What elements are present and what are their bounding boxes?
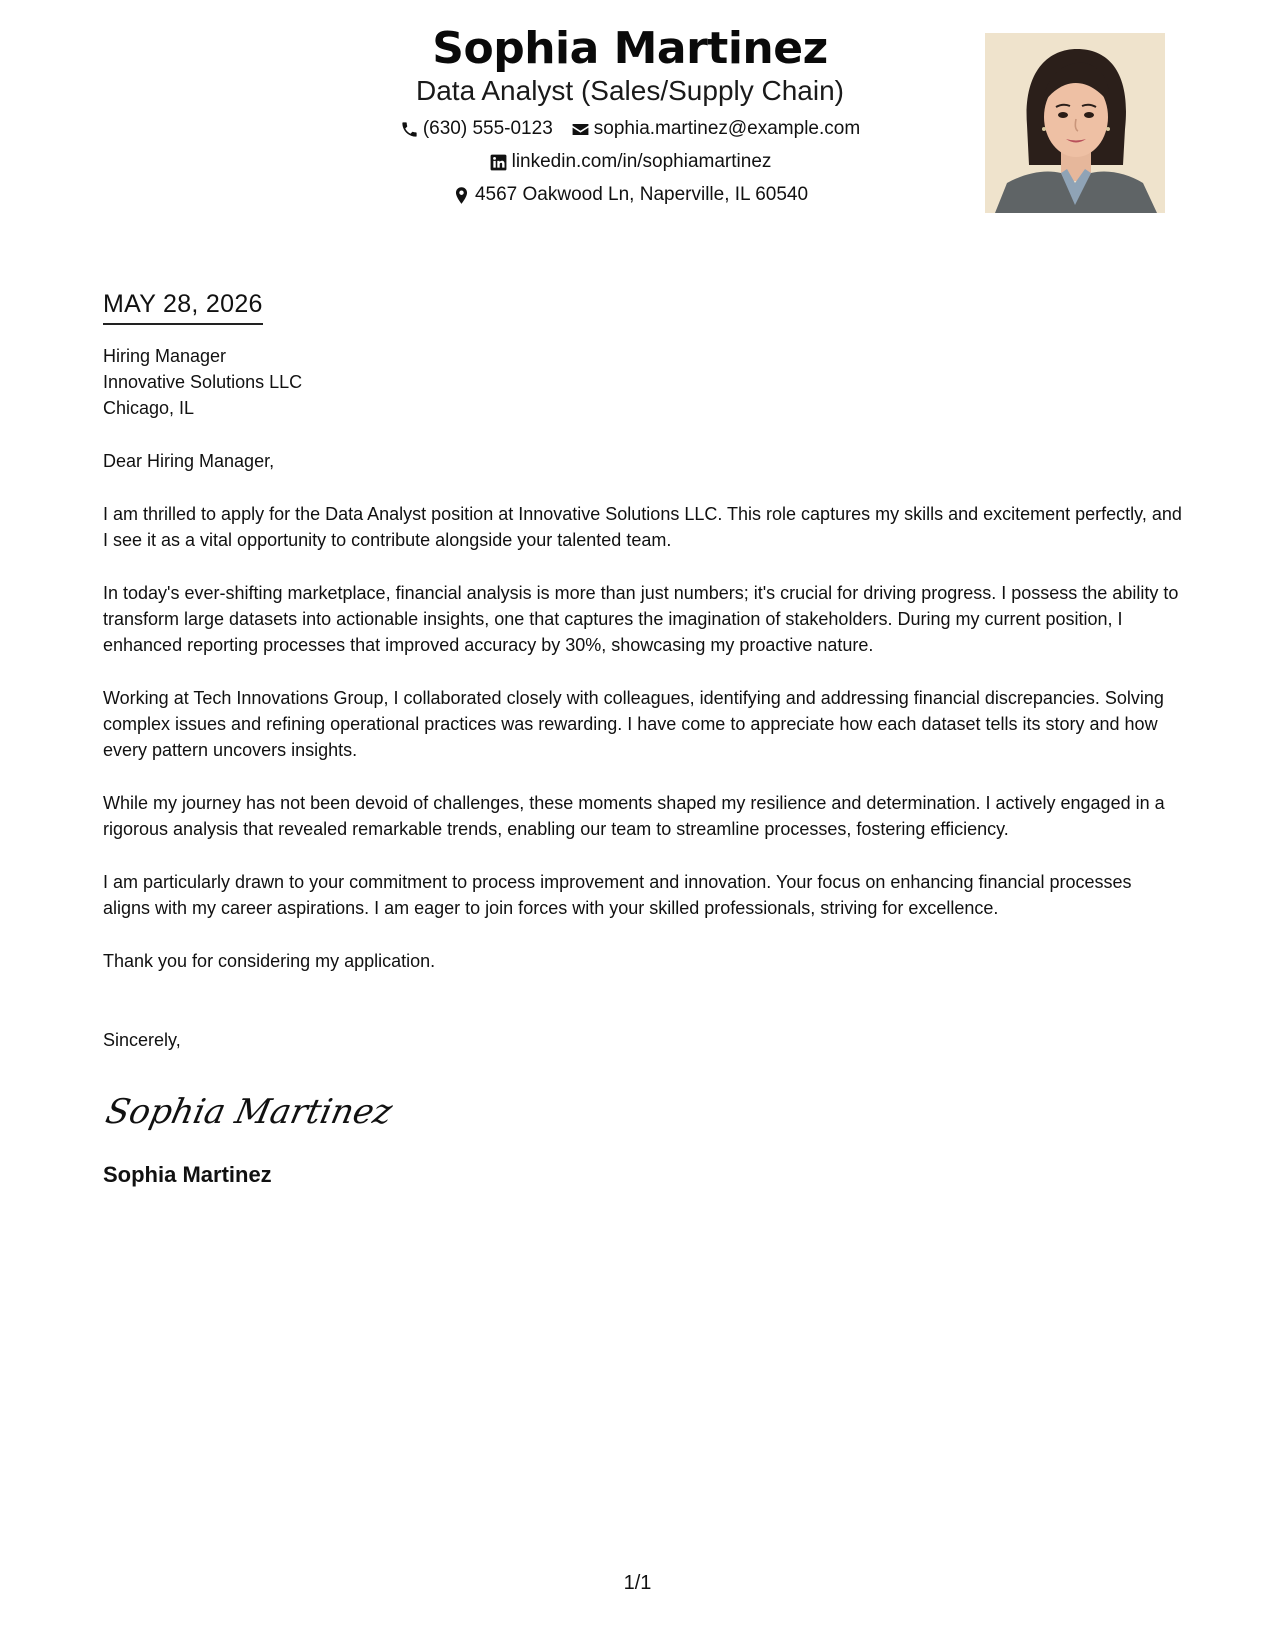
body-paragraph: Thank you for considering my application. bbox=[103, 951, 436, 971]
signer-name: Sophia Martinez bbox=[103, 1162, 272, 1187]
linkedin-url[interactable]: linkedin.com/in/sophiamartinez bbox=[511, 151, 772, 172]
recipient-company: Innovative Solutions LLC bbox=[103, 372, 303, 392]
contact-phone bbox=[400, 117, 553, 141]
map-pin-icon bbox=[452, 186, 471, 205]
body-paragraph: I am thrilled to apply for the Data Analyst position at Innovative Solutions LLC. This role captures my skills and excitement perfectly, and I see it as a vital opportunity to contribute alongside your talented team. bbox=[103, 504, 1182, 550]
letter-body bbox=[103, 288, 1183, 1189]
letter-header bbox=[300, 22, 960, 207]
phone-number: (630) 555-0123 bbox=[422, 118, 553, 139]
applicant-name: Sophia Martinez bbox=[432, 23, 828, 74]
contact-row-primary bbox=[300, 117, 960, 141]
letter-date: MAY 28, 2026 bbox=[103, 288, 263, 325]
street-address: 4567 Oakwood Ln, Naperville, IL 60540 bbox=[474, 184, 809, 205]
svg-text:Sophia Martinez: Sophia Martinez bbox=[102, 1092, 396, 1132]
linkedin-icon bbox=[489, 153, 508, 172]
recipient-block bbox=[103, 343, 1183, 421]
contact-email[interactable] bbox=[571, 117, 860, 141]
profile-photo bbox=[985, 33, 1165, 213]
body-paragraph: While my journey has not been devoid of challenges, these moments shaped my resilience and determination. I actively engaged in a rigorous analysis that revealed remarkable trends, enabling our team to streamline processes, fostering efficiency. bbox=[103, 793, 1165, 839]
handwritten-signature bbox=[103, 1081, 1183, 1141]
applicant-job-title: Data Analyst (Sales/Supply Chain) bbox=[416, 75, 844, 106]
envelope-icon bbox=[571, 120, 590, 139]
closing: Sincerely, bbox=[103, 1030, 181, 1050]
recipient-location: Chicago, IL bbox=[103, 398, 195, 418]
salutation: Dear Hiring Manager, bbox=[103, 451, 275, 471]
body-paragraph: Working at Tech Innovations Group, I collaborated closely with colleagues, identifying and addressing financial discrepancies. Solving complex issues and refining operational practices was rewarding. I have come to appreciate how each dataset tells its story and how every pattern uncovers insights. bbox=[103, 688, 1164, 760]
contact-address bbox=[452, 183, 808, 207]
phone-icon bbox=[400, 120, 419, 139]
email-address[interactable]: sophia.martinez@example.com bbox=[593, 118, 861, 139]
contact-row-address bbox=[300, 183, 960, 207]
page-number: 1/1 bbox=[623, 1572, 652, 1594]
recipient-title: Hiring Manager bbox=[103, 346, 227, 366]
body-paragraph: I am particularly drawn to your commitment to process improvement and innovation. Your focus on enhancing financial processes aligns with my career aspirations. I am eager to join forces with your skilled professionals, striving for excellence. bbox=[103, 872, 1132, 918]
body-paragraph: In today's ever-shifting marketplace, financial analysis is more than just numbers; it's crucial for driving progress. I possess the ability to transform large datasets into actionable insights, one that captures the imagination of stakeholders. During my current position, I enhanced reporting processes that improved accuracy by 30%, showcasing my proactive nature. bbox=[103, 583, 1179, 655]
contact-row-linkedin bbox=[300, 150, 960, 174]
contact-linkedin[interactable] bbox=[489, 150, 772, 174]
